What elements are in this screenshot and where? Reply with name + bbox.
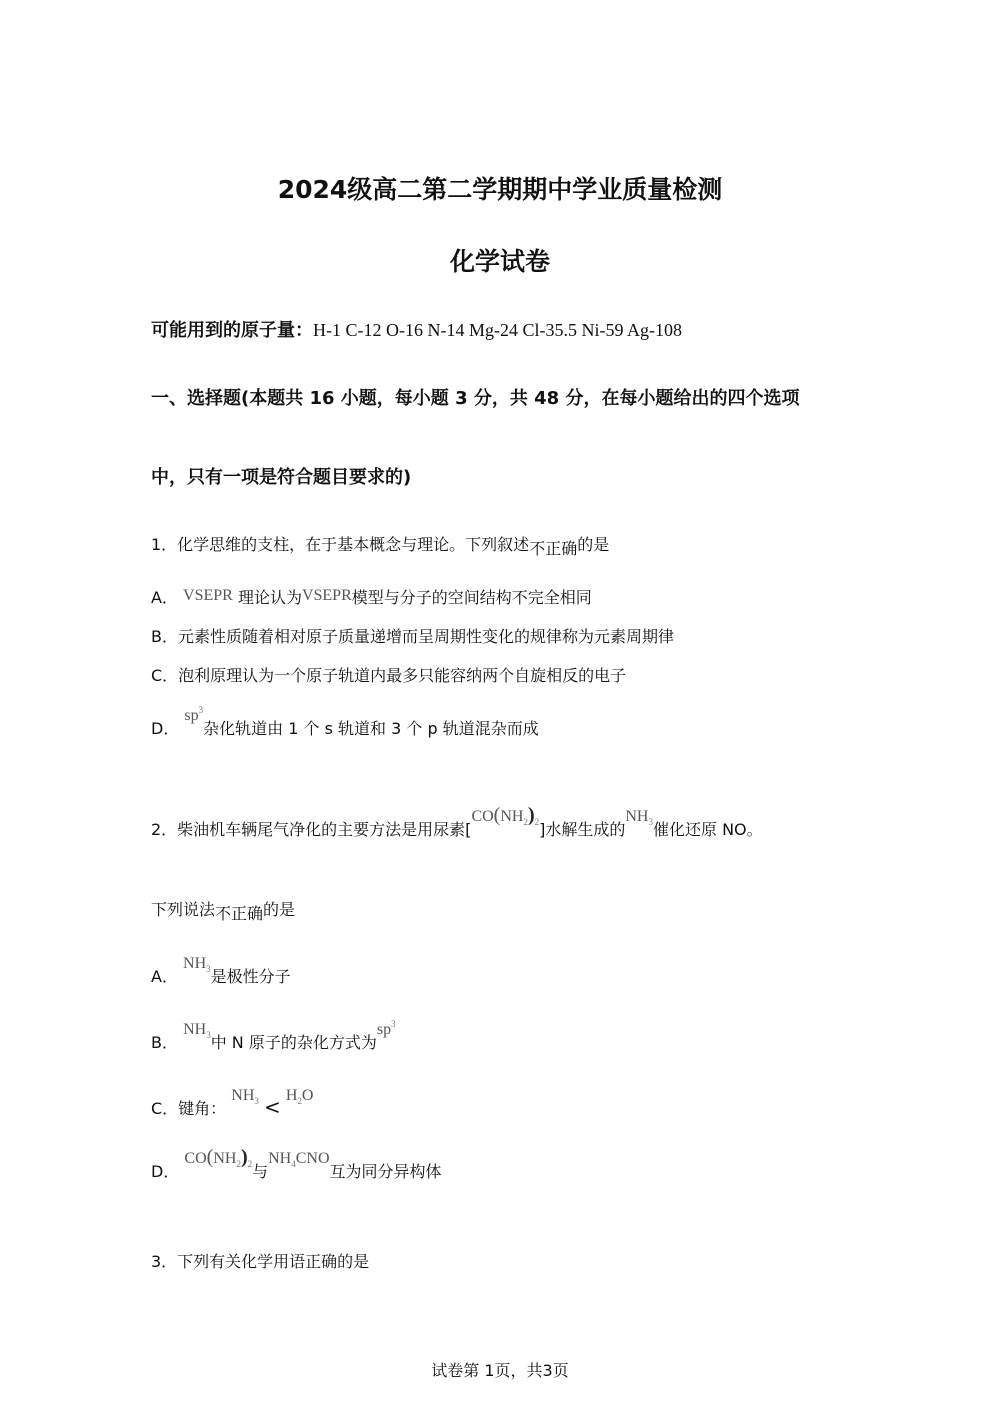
section-heading-line2: 中，只有一项是符合题目要求的) (151, 467, 412, 488)
formula-nh3: $NH_3$ (183, 955, 211, 974)
formula-h2o: $H_2O$ (285, 1087, 314, 1106)
atomic-masses-line (151, 316, 682, 342)
page-footer: 试卷第 1页，共3页 (431, 1361, 569, 1380)
formula-vsepr: VSEPR (183, 587, 233, 604)
question-2-option-d: D． $CO(NH_2)_2$与$NH_4CNO$互为同分异构体 (151, 1146, 442, 1181)
section-heading-line1: 一、选择题(本题共 16 小题，每小题 3 分，共 48 分，在每小题给出的四个选项 (151, 388, 800, 409)
formula-vsepr: VSEPR (301, 587, 352, 604)
question-2-stem: 2．柴油机车辆尾气净化的主要方法是用尿素$[CO(NH_2)_2]$水解生成的$NH_3$催化还原 NO。 (151, 804, 763, 839)
question-3-stem: 3．下列有关化学用语正确的是 (151, 1252, 370, 1271)
question-1-option-d: D． $sp^3$杂化轨道由 1 个 s 轨道和 3 个 p 轨道混杂而成 (151, 705, 539, 738)
formula-urea: $CO(NH_2)_2$ (471, 804, 540, 827)
page-title: 2024级高二第二学期期中学业质量检测 (277, 175, 723, 204)
atomic-masses-label: 可能用到的原子量： (151, 320, 313, 341)
formula-urea: $CO(NH_2)_2$ (184, 1146, 253, 1169)
page-subtitle: 化学试卷 (449, 247, 550, 276)
formula-nh3: $NH_3$ (183, 1021, 211, 1040)
question-1-option-b: B．元素性质随着相对原子质量递增而呈周期性变化的规律称为元素周期律 (151, 627, 674, 646)
formula-sp3: $sp^3$ (376, 1019, 396, 1038)
formula-sp3: $sp^3$ (184, 705, 204, 724)
question-2-stem-continued: 下列说法不正确的是 (151, 900, 296, 923)
question-2-option-a: A． $NH_3$是极性分子 (151, 955, 291, 986)
formula-nh3: $NH_3$ (625, 808, 653, 827)
atomic-masses-values: H-1 C-12 O-16 N-14 Mg-24 Cl-35.5 Ni-59 Ag-108 (313, 320, 682, 340)
question-2-option-b: B． $NH_3$中 N 原子的杂化方式为$sp^3$ (151, 1019, 396, 1052)
formula-nh4cno: $NH_4CNO$ (268, 1150, 330, 1169)
question-1-option-c: C．泡利原理认为一个原子轨道内最多只能容纳两个自旋相反的电子 (151, 666, 627, 685)
emphasis-not-correct: 不正确 (529, 539, 578, 558)
question-1-stem: 1．化学思维的支柱，在于基本概念与理论。下列叙述不正确的是 (151, 535, 610, 558)
less-than-sign: < (263, 1095, 281, 1119)
question-2-option-c: C．键角： $NH_3 < H_2O$ (151, 1087, 314, 1119)
question-1-option-a: A． VSEPR 理论认为VSEPR模型与分子的空间结构不完全相同 (151, 587, 592, 607)
emphasis-not-correct: 不正确 (215, 904, 264, 923)
formula-nh3: $NH_3$ (231, 1087, 259, 1106)
